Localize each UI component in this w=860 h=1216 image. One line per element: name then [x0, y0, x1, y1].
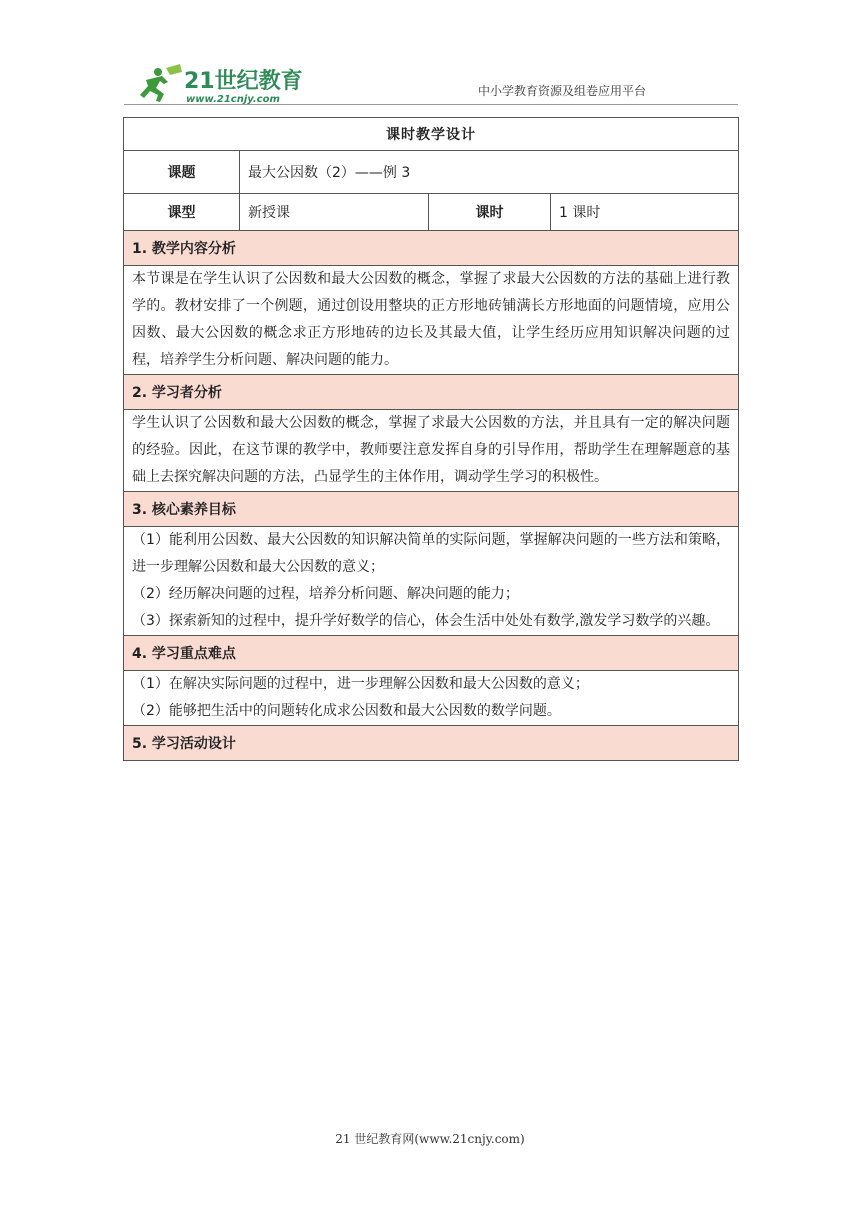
section-heading: 2. 学习者分析	[124, 375, 739, 410]
paragraph: 学生认识了公因数和最大公因数的概念，掌握了求最大公因数的方法，并且具有一定的解决问题的经验。因此，在这节课的教学中，教师要注意发挥自身的引导作用，帮助学生在理解题意的基础上去探究解决问题的方法，凸显学生的主体作用，调动学生学习的积极性。	[132, 415, 730, 485]
section-content	[124, 527, 739, 636]
section-content	[124, 671, 739, 726]
paragraph: （2）能够把生活中的问题转化成求公因数和最大公因数的数学问题。	[132, 703, 561, 719]
paragraph: （3）探索新知的过程中，提升学好数学的信心，体会生活中处处有数学,激发学习数学的兴趣。	[132, 613, 720, 629]
hours-label: 课时	[429, 194, 551, 231]
paragraph: 本节课是在学生认识了公因数和最大公因数的概念，掌握了求最大公因数的方法的基础上进行教学的。教材安排了一个例题，通过创设用整块的正方形地砖铺满长方形地面的问题情境，应用公因数、最大公因数的概念求正方形地砖的边长及其最大值，让学生经历应用知识解决问题的过程，培养学生分析问题、解决问题的能力。	[132, 271, 730, 368]
section-heading: 1. 教学内容分析	[124, 231, 739, 266]
page-footer: 21 世纪教育网(www.21cnjy.com)	[335, 1132, 525, 1146]
topic-value: 最大公因数（2）——例 3	[240, 151, 739, 194]
table-title: 课时教学设计	[124, 118, 739, 151]
platform-name: 中小学教育资源及组卷应用平台	[477, 84, 646, 98]
lesson-design-table	[123, 117, 739, 761]
section-heading: 4. 学习重点难点	[124, 636, 739, 671]
type-label: 课型	[124, 194, 240, 231]
hours-value: 1 课时	[551, 194, 739, 231]
logo-graphic	[136, 62, 306, 106]
section-content	[124, 410, 739, 492]
logo-url: www.21cnjy.com	[186, 94, 280, 105]
section-content	[124, 266, 739, 375]
section-heading: 3. 核心素养目标	[124, 492, 739, 527]
paragraph: （2）经历解决问题的过程，培养分析问题、解决问题的能力；	[132, 586, 519, 602]
21cnjy-logo	[136, 62, 306, 106]
paragraph: （1）在解决实际问题的过程中，进一步理解公因数和最大公因数的意义；	[132, 676, 589, 692]
topic-label: 课题	[124, 151, 240, 194]
header-divider	[124, 104, 738, 105]
section-heading: 5. 学习活动设计	[124, 726, 739, 761]
type-value: 新授课	[240, 194, 429, 231]
paragraph: （1）能利用公因数、最大公因数的知识解决简单的实际问题，掌握解决问题的一些方法和策略，进一步理解公因数和最大公因数的意义；	[132, 532, 730, 575]
logo-text: 21世纪教育	[184, 69, 303, 94]
page-header	[0, 0, 860, 112]
